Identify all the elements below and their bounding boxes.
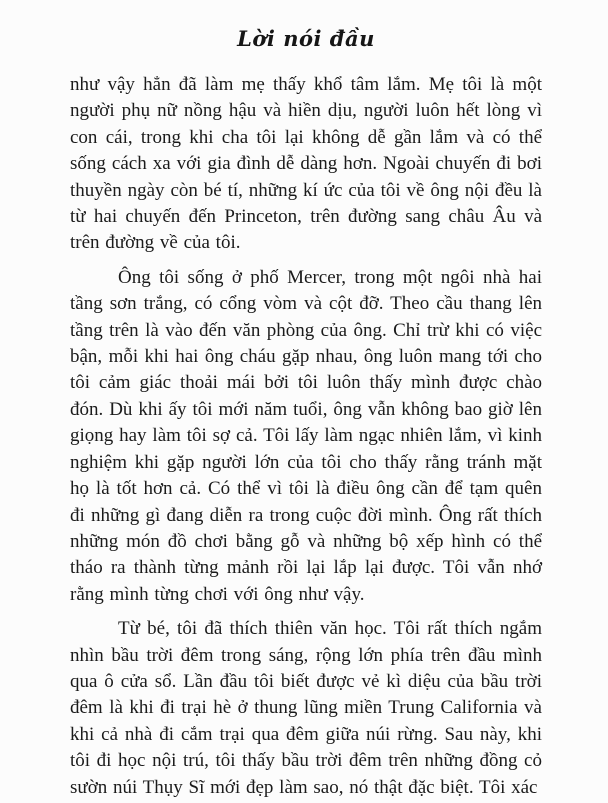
preface-heading: Lời nói đầu	[237, 26, 375, 51]
paragraph: Từ bé, tôi đã thích thiên văn học. Tôi rất thích ngắm nhìn bầu trời đêm trong sáng, rộng lớn phía trên đầu mình qua ô cửa sổ. Lần đầu tôi biết được vẻ kì diệu của bầu trời đêm là khi đi trại hè ở thung lũng miền Trung California và khi cả nhà đi cắm trại qua đêm giữa núi rừng. Sau này, khi tôi đi học nội trú, tôi thấy bầu trời đêm trên những đồng cỏ sườn núi Thụy Sĩ mới đẹp làm sao, nó thật đặc biệt. Tôi xác	[70, 618, 542, 798]
paragraph: như vậy hẳn đã làm mẹ thấy khổ tâm lắm. Mẹ tôi là một người phụ nữ nồng hậu và hiền dịu, người luôn hết lòng vì con cái, trong khi cha tôi lại không dễ gần lắm và có thể sống cách xa với gia đình dễ dàng hơn. Ngoài chuyến đi bơi thuyền ngày còn bé tí, những kí ức của tôi về ông nội đều là từ hai chuyến đến Princeton, trên đường sang châu Âu và trên đường về của tôi.	[70, 74, 542, 254]
paragraph: Ông tôi sống ở phố Mercer, trong một ngôi nhà hai tầng sơn trắng, có cổng vòm và cột đỡ. Theo cầu thang lên tầng trên là vào đến văn phòng của ông. Chỉ trừ khi có việc bận, mỗi khi hai ông cháu gặp nhau, ông luôn mang tới cho tôi cảm giác thoải mái bởi tôi luôn thấy mình được chào đón. Dù khi ấy tôi mới năm tuổi, ông vẫn không bao giờ lên giọng hay làm tôi sợ cả. Tôi lấy làm ngạc nhiên lắm, vì kinh nghiệm khi gặp người lớn của tôi cho thấy rằng tránh mặt họ là tốt hơn cả. Có thể vì tôi là điều ông cần để tạm quên đi những gì đang diễn ra trong cuộc đời mình. Ông rất thích những món đồ chơi bằng gỗ và những bộ xếp hình có thể tháo ra thành từng mảnh rồi lại lắp lại được. Tôi vẫn nhớ rằng mình từng chơi với ông như vậy.	[70, 266, 542, 605]
